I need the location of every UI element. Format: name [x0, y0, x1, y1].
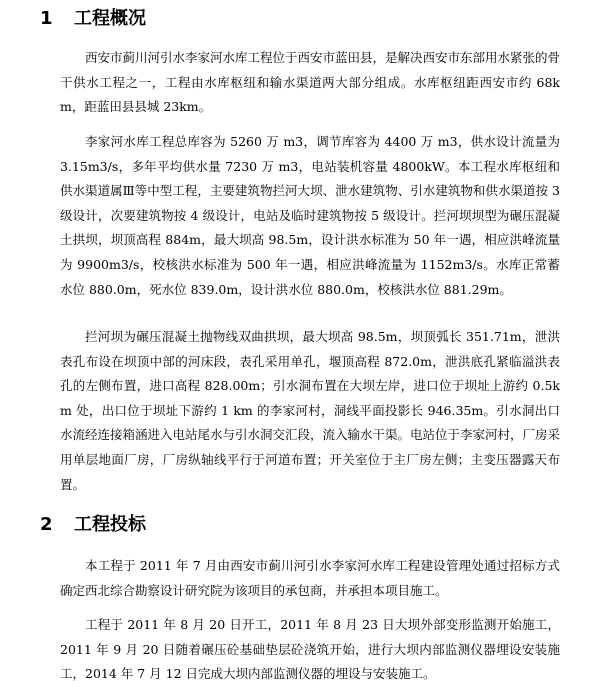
- section-heading: [40, 512, 146, 538]
- paragraph: 西安市蓟川河引水李家河水库工程位于西安市蓝田县，是解决西安市东部用水紧张的骨干供水工程之一，工程由水库枢纽和输水渠道两大部分组成。水库枢纽距西安市约 68km，距蓝田县县城 23km。: [60, 50, 561, 115]
- paragraph: 拦河坝为碾压混凝土抛物线双曲拱坝，最大坝高 98.5m，坝顶弧长 351.71m，泄洪表孔布设在坝顶中部的河床段，表孔采用单孔，堰顶高程 872.0m，泄洪底孔紧临溢洪表孔的左侧布置，进口高程 828.00m；引水洞布置在大坝左岸，进口位于坝址上游约 0.5km 处，出口位于坝址下游约 1 km 的李家河村，洞线平面投影长 946.35m。引水洞出口水流经连接箱涵进入电站尾水与引水洞交汇段，流入输水干渠。电站位于李家河村，厂房采用单层地面厂房，厂房纵轴线平行于河道布置；开关室位于主厂房左侧；主变压器露天布置。: [60, 329, 561, 492]
- paragraph: 工程于 2011 年 8 月 20 日开工，2011 年 8 月 23 日大坝外部变形监测开始施工，2011 年 9 月 20 日随着碾压砼基础垫层砼浇筑开始，进行大坝内部监测仪器埋设安装施工，2014 年 7 月 12 日完成大坝内部监测仪器的埋设与安装施工。: [60, 617, 560, 682]
- paragraph: 李家河水库工程总库容为 5260 万 m3，调节库容为 4400 万 m3，供水设计流量为 3.15m3/s，多年平均供水量 7230 万 m3，电站装机容量 4800kW。本工程水库枢纽和供水渠道属Ⅲ等中型工程，主要建筑物拦河大坝、泄水建筑物、引水建筑物和供水渠道按 3 级设计，次要建筑物按 4 级设计，电站及临时建筑物按 5 级设计。拦河坝坝型为碾压混凝土拱坝，坝顶高程 884m，最大坝高 98.5m，设计洪水标准为 50 年一遇，相应洪峰流量为 9900m3/s，校核洪水标准为 500 年一遇，相应洪峰流量为 1152m3/s。水库正常蓄水位 880.0m，死水位 839.0m，设计洪水位 880.0m，校核洪水位 881.29m。: [60, 134, 560, 297]
- section-number: 1: [40, 8, 53, 29]
- section-heading: [40, 6, 146, 32]
- section-number: 2: [40, 514, 53, 535]
- section-title: 工程投标: [74, 514, 146, 535]
- paragraph: 本工程于 2011 年 7 月由西安市蓟川河引水李家河水库工程建设管理处通过招标方式确定西北综合勘察设计研究院为该项目的承包商，并承担本项目施工。: [60, 558, 560, 598]
- section-title: 工程概况: [74, 8, 146, 29]
